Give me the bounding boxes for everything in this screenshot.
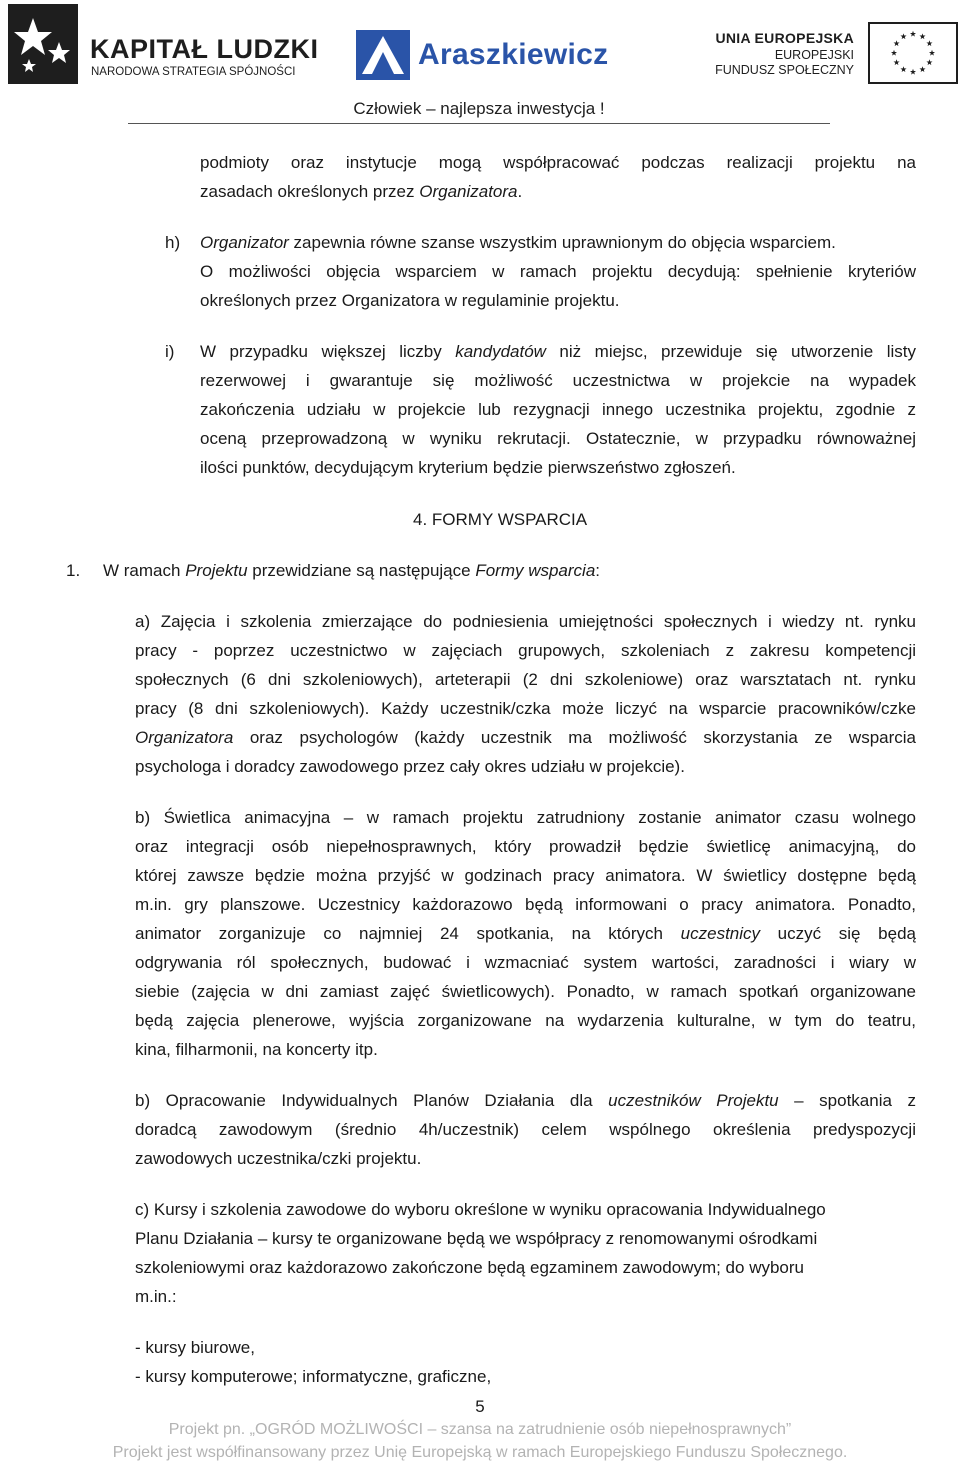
a-line-6: psychologa i doradcy zawodowego przez cały okres udziału w projekcie). [135, 757, 685, 776]
araszkiewicz-name: Araszkiewicz [418, 38, 609, 71]
b1-line-1: b) Świetlica animacyjna – w ramach projektu zatrudniony zostanie animator czasu wolnego [135, 808, 916, 827]
kapital-ludzki-subtitle: NARODOWA STRATEGIA SPÓJNOŚCI [91, 66, 296, 78]
h-line-3: określonych przez Organizatora w regulaminie projektu. [200, 291, 620, 310]
footer-cofinancing: Projekt jest współfinansowany przez Unię Europejską w ramach Europejskiego Funduszu Społecznego. [112, 1444, 848, 1461]
i-line-3: zakończenia udziału w projekcie lub rezygnacji innego uczestnika projektu, zgodnie z [200, 400, 916, 419]
b1-line-6: odgrywania ról społecznych, budować i wzmacniać system wartości, zaradności i wiary w [135, 953, 916, 972]
eu-line2: EUROPEJSKI [774, 48, 854, 62]
b1-line-8: będą zajęcia plenerowe, wyjścia zorganizowane na wydarzenia kulturalne, w tym do teatru, [135, 1011, 916, 1030]
kapital-ludzki-title: KAPITAŁ LUDZKI [90, 34, 319, 64]
eu-line3: FUNDUSZ SPOŁECZNY [715, 63, 854, 77]
b1-line-4: m.in. gry planszowe. Uczestnicy każdorazowo będą informowani o pracy animatora. Ponadto, [135, 895, 916, 914]
i-line-4: oceną przeprowadzoną w wyniku rekrutacji. Ostatecznie, w przypadku równoważnej [200, 429, 916, 448]
i-marker: i) [165, 342, 175, 361]
h-line-1: Organizator zapewnia równe szanse wszystkim uprawnionym do objęcia wsparciem. [200, 233, 836, 252]
slogan: Człowiek – najlepsza inwestycja ! [128, 99, 830, 124]
p1-marker: 1. [66, 561, 81, 580]
b1-line-9: kina, filharmonii, na koncerty itp. [135, 1040, 378, 1059]
p1-text: W ramach Projektu przewidziane są następujące Formy wsparcia: [103, 561, 601, 580]
kapital-ludzki-logo [8, 4, 319, 90]
eu-logo [715, 20, 958, 86]
footer-project-name: Projekt pn. „OGRÓD MOŻLIWOŚCI – szansa na zatrudnienie osób niepełnosprawnych” [168, 1421, 792, 1438]
page-number: 5 [475, 1397, 485, 1416]
c-line-4: m.in.: [135, 1287, 177, 1306]
i-line-1: W przypadku większej liczby kandydatów niż miejsc, przewiduje się utworzenie listy [200, 342, 916, 361]
section-heading: 4. FORMY WSPARCIA [413, 510, 588, 529]
g-line-1: podmioty oraz instytucje mogą współpracować podczas realizacji projektu na [200, 153, 916, 172]
b1-line-7: siebie (zajęcia w dni zamiast zajęć świetlicowych). Ponadto, w ramach spotkań organizowane [135, 982, 916, 1001]
list-item: - kursy komputerowe; informatyczne, graficzne, [135, 1367, 492, 1386]
eu-flag-icon [868, 22, 958, 84]
b1-line-5: animator zorganizuje co najmniej 24 spotkania, na których uczestnicy uczyć się będą [135, 924, 916, 943]
a-line-3: społecznych (6 dni szkoleniowych), arteterapii (2 dni szkoleniowe) oraz warsztatach nt. rynku [135, 670, 916, 689]
b1-line-2: oraz integracji osób niepełnosprawnych, który prowadził będzie świetlicę animacyjną, do [135, 837, 916, 856]
i-line-2: rezerwowej i gwarantuje się możliwość uczestnictwa w projekcie na wypadek [200, 371, 916, 390]
kapital-ludzki-emblem-icon [8, 4, 78, 84]
a-line-5: Organizatora oraz psychologów (każdy uczestnik ma możliwość skorzystania ze wsparcia [135, 728, 916, 747]
a-line-1: a) Zajęcia i szkolenia zmierzające do podniesienia umiejętności społecznych i wiedzy nt. rynku [135, 612, 916, 631]
c-line-1: c) Kursy i szkolenia zawodowe do wyboru określone w wyniku opracowania Indywidualnego [135, 1200, 826, 1219]
c-line-2: Planu Działania – kursy te organizowane będą we współpracy z renomowanymi ośrodkami [135, 1229, 818, 1248]
c-line-3: szkoleniowymi oraz każdorazowo zakończone będą egzaminem zawodowym; do wyboru [135, 1258, 804, 1277]
b2-line-3: zawodowych uczestnika/czki projektu. [135, 1149, 422, 1168]
araszkiewicz-emblem-icon [356, 30, 410, 80]
b2-line-2: doradcą zawodowym (średnio 4h/uczestnik) celem wspólnego określenia predyspozycji [135, 1120, 916, 1139]
a-line-2: pracy - poprzez uczestnictwo w zajęciach grupowych, szkoleniach z zakresu kompetencji [135, 641, 916, 660]
eu-line1: UNIA EUROPEJSKA [715, 30, 854, 46]
b2-line-1: b) Opracowanie Indywidualnych Planów Działania dla uczestników Projektu – spotkania z [135, 1091, 916, 1110]
a-line-4: pracy (8 dni szkoleniowych). Każdy uczestnik/czka może liczyć na wsparcie pracowników/czke [135, 699, 916, 718]
h-line-2: O możliwości objęcia wsparciem w ramach projektu decydują: spełnienie kryteriów [200, 262, 916, 281]
list-item: - kursy biurowe, [135, 1338, 255, 1357]
i-line-5: ilości punktów, decydującym kryterium będzie pierwszeństwo zgłoszeń. [200, 458, 736, 477]
b1-line-3: której zawsze będzie można przyjść w godzinach pracy animatora. W świetlicy dostępne będą [135, 866, 916, 885]
h-marker: h) [165, 233, 181, 252]
araszkiewicz-logo [356, 26, 609, 84]
g-line-2: zasadach określonych przez Organizatora. [200, 182, 523, 201]
